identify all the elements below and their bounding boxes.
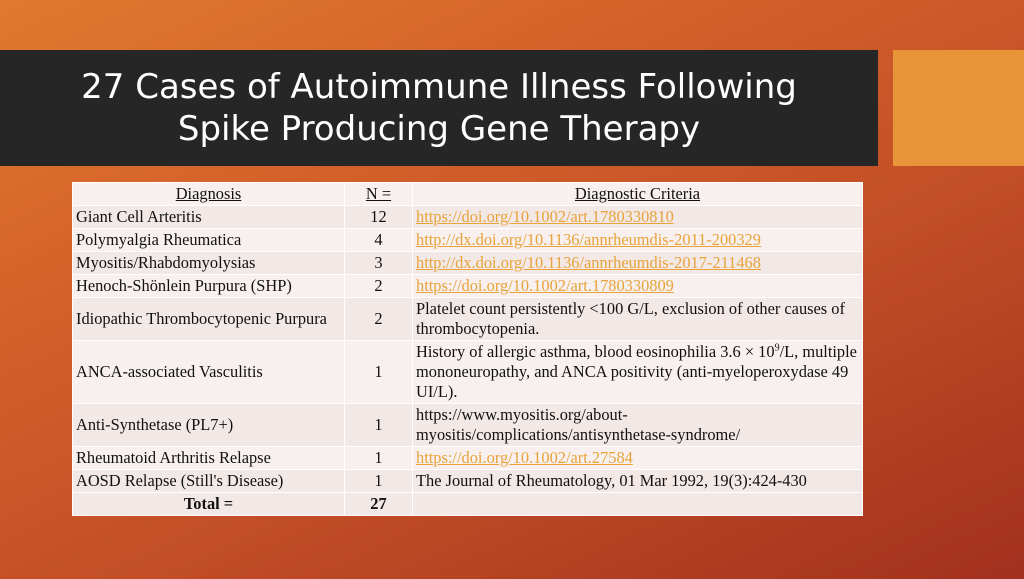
- criteria-cell: [413, 275, 863, 298]
- criteria-cell: [413, 341, 863, 404]
- diagnosis-cell: Henoch-Shönlein Purpura (SHP): [73, 275, 345, 298]
- diagnosis-cell: Idiopathic Thrombocytopenic Purpura: [73, 298, 345, 341]
- diagnosis-cell: AOSD Relapse (Still's Disease): [73, 470, 345, 493]
- criteria-link[interactable]: https://doi.org/10.1002/art.27584: [416, 448, 633, 467]
- count-cell: 3: [345, 252, 413, 275]
- count-cell: 12: [345, 206, 413, 229]
- criteria-cell: [413, 206, 863, 229]
- diagnosis-cell: Anti-Synthetase (PL7+): [73, 404, 345, 447]
- count-cell: 1: [345, 470, 413, 493]
- cases-table-wrapper: [72, 182, 862, 516]
- criteria-cell: The Journal of Rheumatology, 01 Mar 1992, 19(3):424-430: [413, 470, 863, 493]
- table-row: [73, 275, 863, 298]
- criteria-text-pre: History of allergic asthma, blood eosinophilia 3.6 × 10: [416, 342, 775, 361]
- header-criteria: Diagnostic Criteria: [413, 183, 863, 206]
- title-bar: [0, 50, 878, 166]
- criteria-cell: https://www.myositis.org/about-myositis/complications/antisynthetase-syndrome/: [413, 404, 863, 447]
- total-empty-cell: [413, 493, 863, 516]
- table-row: [73, 229, 863, 252]
- table-row: [73, 470, 863, 493]
- criteria-link[interactable]: http://dx.doi.org/10.1136/annrheumdis-2017-211468: [416, 253, 761, 272]
- total-label: Total =: [73, 493, 345, 516]
- title-line-2: Spike Producing Gene Therapy: [177, 109, 701, 149]
- table-header-row: [73, 183, 863, 206]
- diagnosis-cell: Myositis/Rhabdomyolysias: [73, 252, 345, 275]
- total-row: [73, 493, 863, 516]
- total-count: 27: [345, 493, 413, 516]
- criteria-superscript: 9: [774, 342, 780, 354]
- count-cell: 2: [345, 275, 413, 298]
- header-n: N =: [345, 183, 413, 206]
- criteria-link[interactable]: http://dx.doi.org/10.1136/annrheumdis-2011-200329: [416, 230, 761, 249]
- slide-title: [59, 66, 819, 150]
- diagnosis-cell: Polymyalgia Rheumatica: [73, 229, 345, 252]
- criteria-link[interactable]: https://doi.org/10.1002/art.1780330809: [416, 276, 674, 295]
- count-cell: 1: [345, 404, 413, 447]
- title-line-1: 27 Cases of Autoimmune Illness Following: [81, 67, 797, 107]
- criteria-cell: [413, 252, 863, 275]
- table-row: [73, 298, 863, 341]
- count-cell: 1: [345, 341, 413, 404]
- diagnosis-cell: Rheumatoid Arthritis Relapse: [73, 447, 345, 470]
- criteria-text-post: /L, multiple mononeuropathy, and ANCA positivity (anti-myeloperoxydase 49 UI/L).: [416, 342, 857, 401]
- count-cell: 1: [345, 447, 413, 470]
- table-row: [73, 447, 863, 470]
- diagnosis-cell: Giant Cell Arteritis: [73, 206, 345, 229]
- table-row: [73, 252, 863, 275]
- criteria-cell: [413, 447, 863, 470]
- count-cell: 4: [345, 229, 413, 252]
- criteria-link[interactable]: https://doi.org/10.1002/art.1780330810: [416, 207, 674, 226]
- table-row: [73, 404, 863, 447]
- table-row: [73, 206, 863, 229]
- header-diagnosis: Diagnosis: [73, 183, 345, 206]
- accent-block: [893, 50, 1024, 166]
- criteria-cell: Platelet count persistently <100 G/L, exclusion of other causes of thrombocytopenia.: [413, 298, 863, 341]
- criteria-cell: [413, 229, 863, 252]
- cases-table: [72, 182, 863, 516]
- count-cell: 2: [345, 298, 413, 341]
- diagnosis-cell: ANCA-associated Vasculitis: [73, 341, 345, 404]
- table-row: [73, 341, 863, 404]
